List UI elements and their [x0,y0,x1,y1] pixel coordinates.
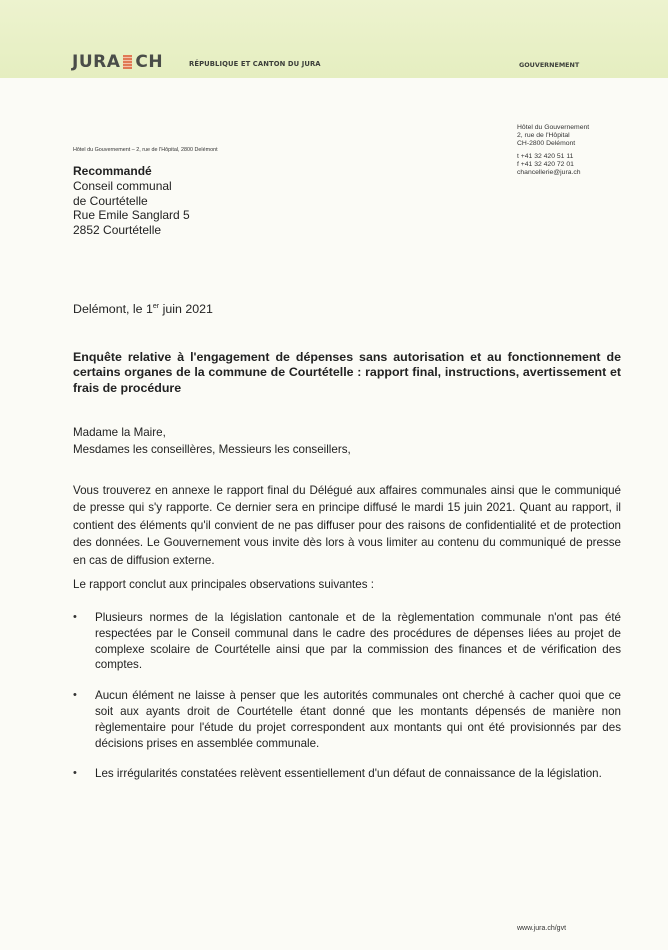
contact-city: CH-2800 Delémont [517,140,576,148]
republic-title: RÉPUBLIQUE ET CANTON DU JURA [189,60,321,68]
observation-text: Plusieurs normes de la législation cantonale et de la règlementation communale n'ont pas été respectées par le Conseil communal dans le cadre des procédures de dépenses liées au projet de complexe scolaire de Courtételle ainsi que par la commission des finances et de vérification des comptes. [95,611,621,672]
salutation-line-1: Madame la Maire, [73,426,166,439]
contact-fax: f +41 32 420 72 01 [517,160,574,168]
observation-text: Les irrégularités constatées relèvent essentiellement d'un défaut de connaissance de la législation. [95,767,602,781]
salutation-line-2: Mesdames les conseillères, Messieurs les conseillers, [73,442,351,456]
contact-street: 2, rue de l'Hôpital [517,132,570,140]
bullet-icon: • [73,689,77,702]
department-title: GOUVERNEMENT [519,61,580,69]
contact-name: Hôtel du Gouvernement [517,124,590,131]
list-item [73,688,621,751]
logo-stripes-icon [123,55,132,69]
date-prefix: Delémont, le 1 [73,302,153,316]
contact-block [517,124,589,177]
letter-date [73,302,213,316]
contact-phone: t +41 32 420 51 11 [517,152,574,160]
list-item [73,610,621,673]
footer-website-link[interactable]: www.jura.ch/gvt [517,925,567,932]
observation-text: Aucun élément ne laisse à penser que les autorités communales ont cherché à cacher quoi que ce soit aux ayants droit de Courtételle étant donné que les montants dépensés de manière non règlementaire pour l'étude du projet correspondent aux montants qui ont été provisionnés par des décisions prises en assemblée communale. [95,689,621,750]
recipient-line: 2852 Courtételle [73,223,162,238]
letter-subject: Enquête relative à l'engagement de dépenses sans autorisation et au fonctionnement de certains organes de la commune de Courtételle : rapport final, instructions, avertissement et frais de procédure [73,350,621,395]
observations-intro: Le rapport conclut aux principales observations suivantes : [73,578,374,591]
delivery-mode: Recommandé [73,164,152,178]
jura-ch-logo [72,52,163,72]
recipient-line: Rue Emile Sanglard 5 [73,208,190,223]
recipient-line: Conseil communal [73,178,172,193]
sender-return-address: Hôtel du Gouvernement – 2, rue de l'Hôpital, 2800 Delémont [73,147,218,153]
date-suffix: juin 2021 [159,302,213,316]
list-item [73,766,621,782]
recipient-address [73,164,190,238]
bullet-icon: • [73,767,77,780]
body-paragraph: Vous trouverez en annexe le rapport final du Délégué aux affaires communales ainsi que le communiqué de presse qui s'y rapporte. Ce dernier sera en principe diffusé le mardi 15 juin 2021. Quant au rapport, il contient des éléments qu'il convient de ne pas diffuser pour des raisons de confidentialité et de protection des données. Le Gouvernement vous invite dès lors à vous limiter au contenu du communiqué de presse en cas de diffusion externe. [73,484,621,567]
logo-ch-text: CH [135,52,164,72]
observations-list [73,610,621,797]
salutation [73,425,351,458]
date-ordinal: er [152,302,160,310]
recipient-line: de Courtételle [73,193,148,208]
bullet-icon: • [73,611,77,623]
logo-jura-text: JURA [72,52,121,72]
contact-email[interactable]: chancellerie@jura.ch [517,169,581,177]
